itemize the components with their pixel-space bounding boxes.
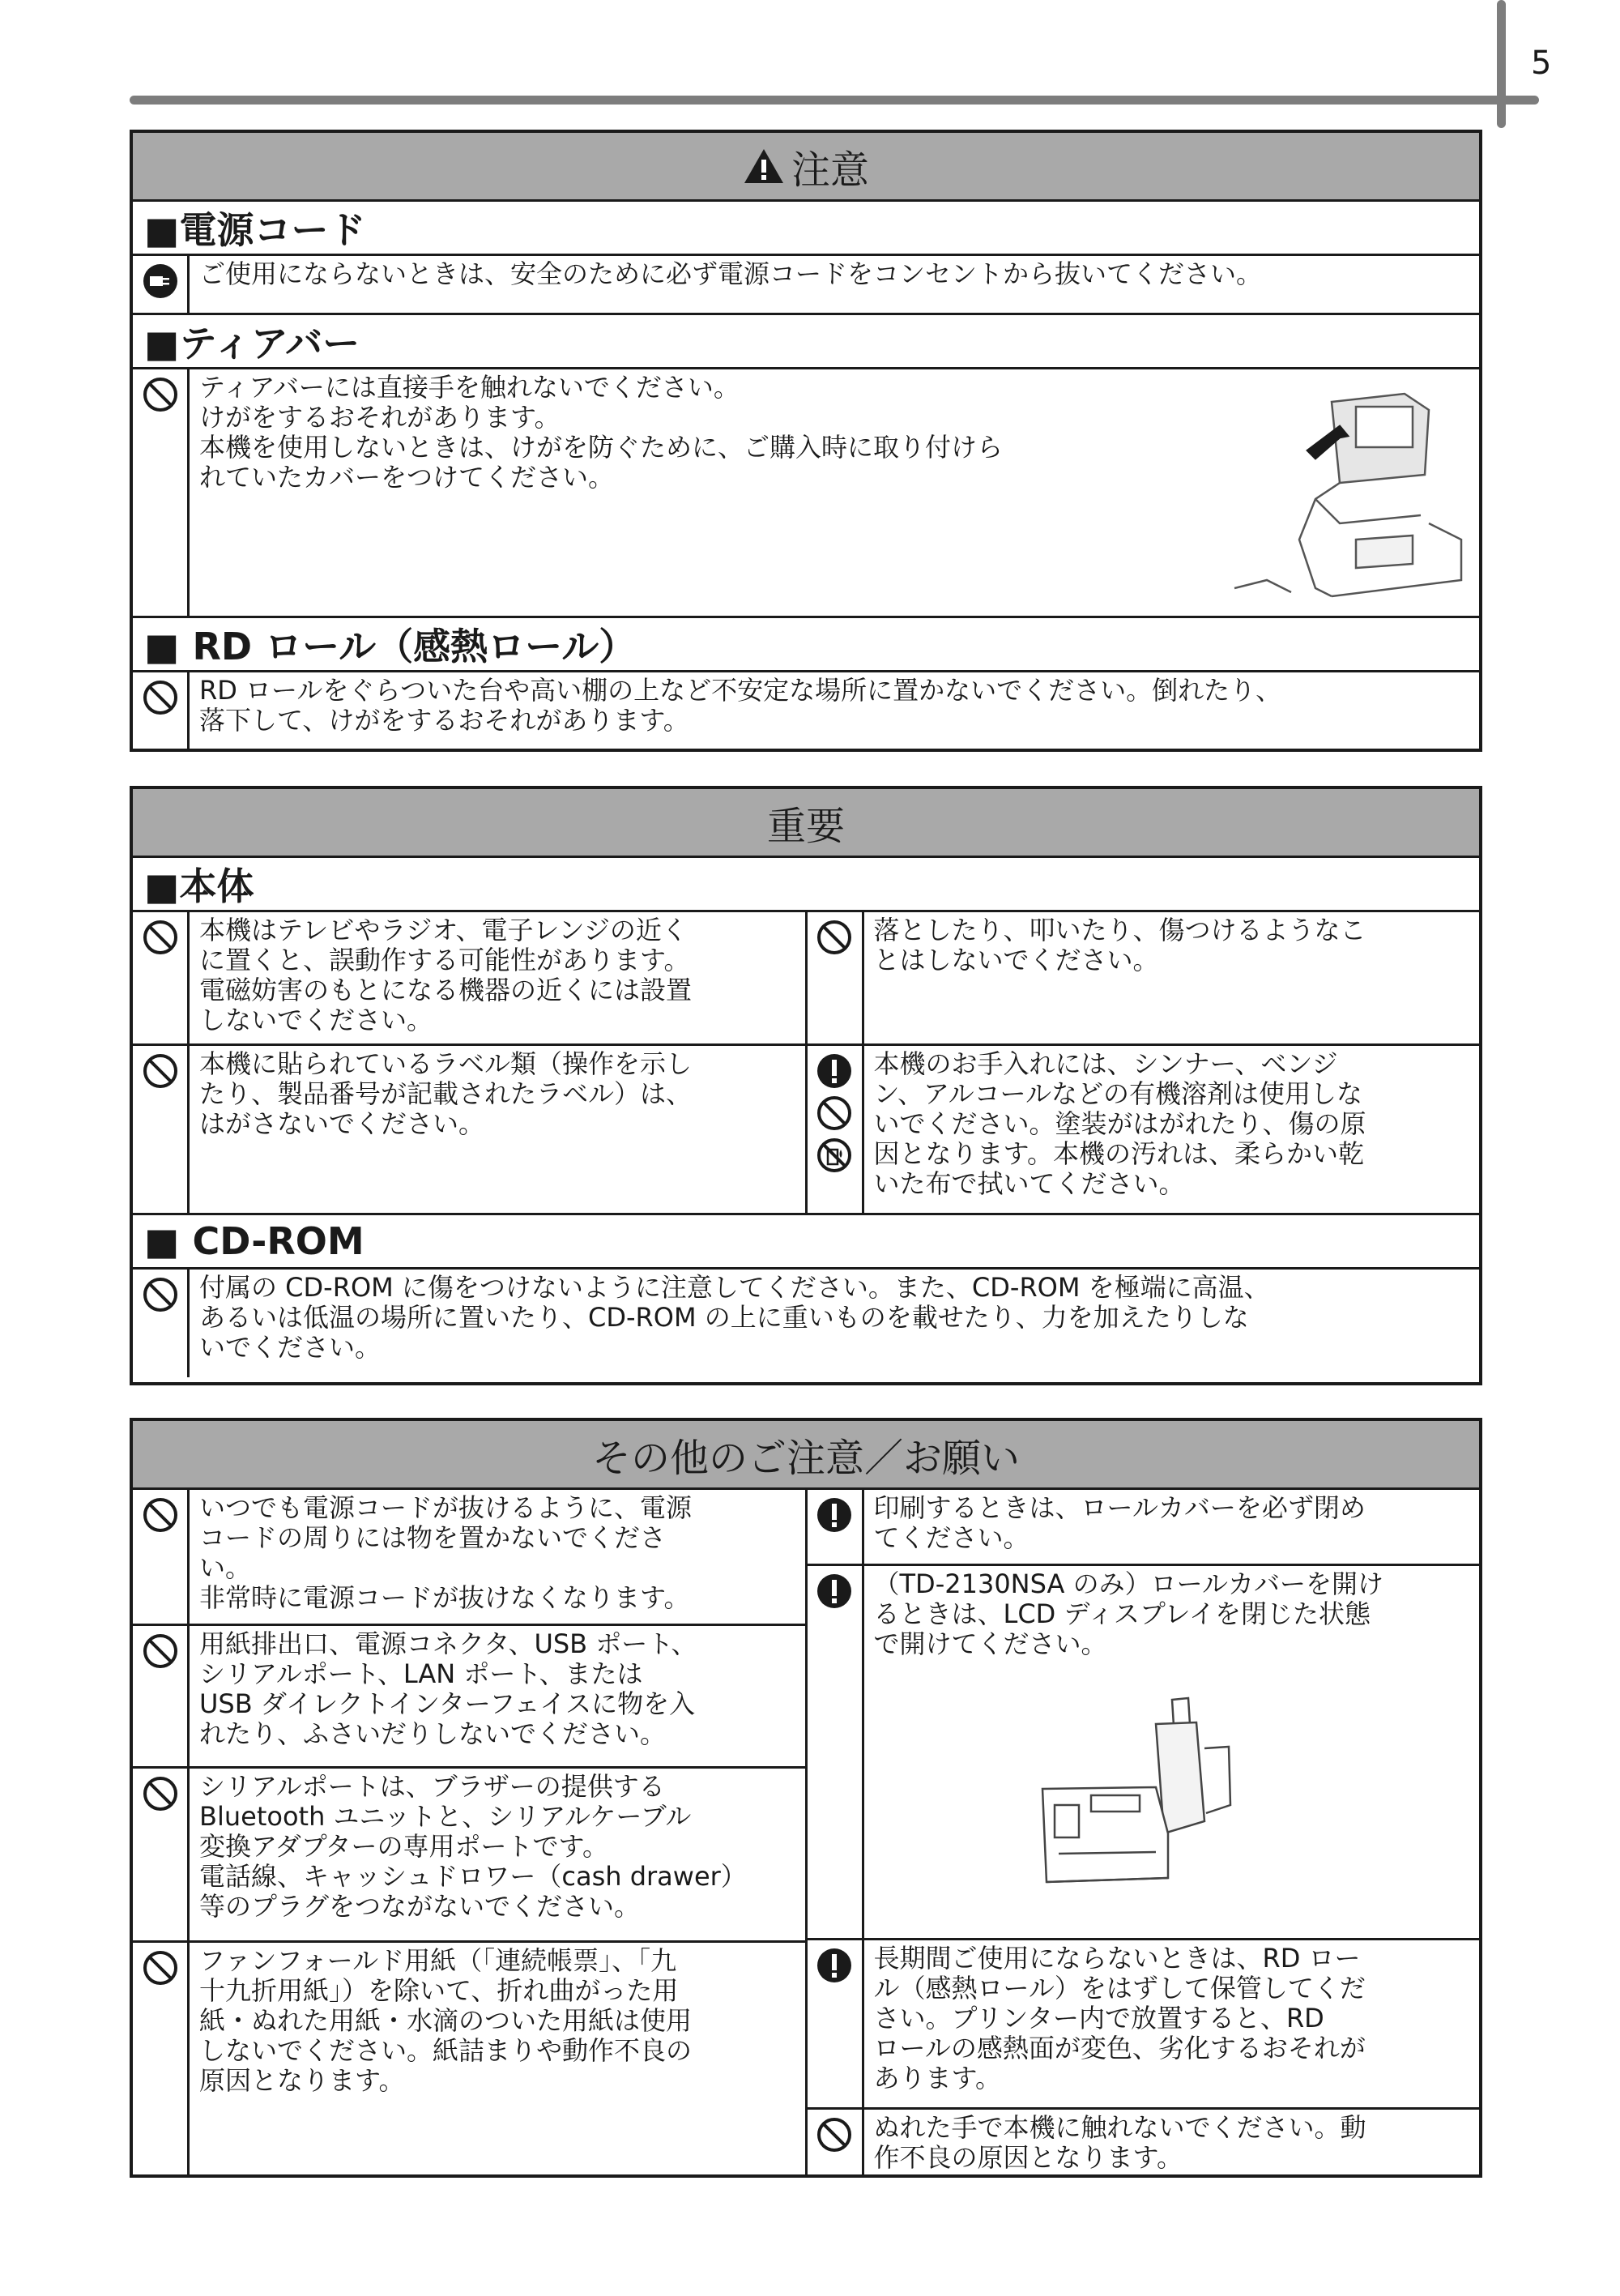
power-cord-text: ご使用にならないときは、安全のために必ず電源コードをコンセントから抜いてください。 <box>199 258 1263 289</box>
prohibited-icon <box>816 919 853 956</box>
body-item-text: 落としたり、叩いたり、傷つけるようなこ とはしないでください。 <box>873 915 1366 975</box>
icon-cell <box>808 1046 864 1213</box>
cdrom-item <box>133 1270 1479 1377</box>
mandatory-icon <box>816 1947 853 1984</box>
prohibited-icon <box>816 2116 853 2153</box>
body-heading: ■本体 <box>133 858 1479 912</box>
power-cord-heading: ■電源コード <box>133 202 1479 256</box>
body-item-text: 本機に貼られているラベル類（操作を示し たり、製品番号が記載されたラベル）は、 はがさないでください。 <box>199 1048 693 1139</box>
other-notes-section <box>130 1418 1482 2178</box>
other-left-item: 用紙排出口、電源コネクタ、USB ポート、 シリアルポート、LAN ポート、または USB ダイレクトインターフェイスに物を入 れたり、ふさいだりしないでください。 <box>133 1626 805 1769</box>
icon-cell <box>133 1046 190 1213</box>
prohibited-icon <box>816 1095 853 1132</box>
rd-roll-heading: ■ RD ロール（感熱ロール） <box>133 618 1479 672</box>
other-notes-grid <box>133 1490 1479 2178</box>
tear-bar-item <box>133 369 1479 618</box>
other-left-item: シリアルポートは、ブラザーの提供する Bluetooth ユニットと、シリアルケーブル 変換アダプターの専用ポートです。 電話線、キャッシュドロワー（cash drawer） 等のプラグをつながないでください。 <box>133 1769 805 1943</box>
mandatory-icon <box>816 1496 853 1534</box>
page-number: 5 <box>1531 45 1552 82</box>
icon-cell <box>133 672 190 749</box>
icon-cell <box>133 1270 190 1377</box>
prohibited-icon <box>142 1775 179 1812</box>
other-notes-header <box>133 1421 1479 1490</box>
important-header <box>133 789 1479 858</box>
power-cord-item <box>133 256 1479 315</box>
other-notes-title: その他のご注意／お願い <box>591 1435 1020 1481</box>
header-vertical-rule <box>1497 0 1506 128</box>
unplug-icon <box>142 262 179 300</box>
other-right-column <box>808 1490 1480 2178</box>
caution-section <box>130 130 1482 752</box>
other-right-item: （TD-2130NSA のみ）ロールカバーを開け るときは、LCD ディスプレイを閉じた状態 で開けてください。 <box>808 1566 1480 1940</box>
caution-title: 注意 <box>791 147 869 193</box>
other-left-column <box>133 1490 808 2178</box>
tear-bar-heading: ■ティアバー <box>133 315 1479 369</box>
rd-roll-text: RD ロールをぐらついた台や高い棚の上など不安定な場所に置かないでください。倒れたり、 落下して、けがをするおそれがあります。 <box>199 675 1282 736</box>
cdrom-text: 付属の CD-ROM に傷をつけないように注意してください。また、CD-ROM を極端に高温、 あるいは低温の場所に置いたり、CD-ROM の上に重いものを載せたり、力を加えたりしな いでください。 <box>199 1272 1270 1363</box>
caution-header <box>133 133 1479 202</box>
body-item-text: 本機はテレビやラジオ、電子レンジの近く に置くと、誤動作する可能性があります。 電磁妨害のもとになる機器の近くには設置 しないでください。 <box>199 915 693 1035</box>
no-solvent-icon <box>816 1137 853 1174</box>
header-rule <box>130 96 1539 105</box>
prohibited-icon <box>142 1496 179 1534</box>
body-row-1 <box>133 912 1479 1046</box>
mandatory-icon <box>816 1573 853 1610</box>
printer-cover-open-illustration <box>1034 1692 1253 1906</box>
tear-bar-text: ティアバーには直接手を触れないでください。 けがをするおそれがあります。 本機を使用しないときは、けがを防ぐために、ご購入時に取り付けら れていたカバーをつけてください。 <box>199 372 1004 493</box>
important-section <box>130 786 1482 1385</box>
body-item-text: 本機のお手入れには、シンナー、ベンジ ン、アルコールなどの有機溶剤は使用しな いでください。塗装がはがれたり、傷の原 因となります。本機の汚れは、柔らかい乾 いた布で拭いてください。 <box>873 1048 1366 1199</box>
prohibited-icon <box>142 1632 179 1670</box>
icon-cell <box>133 369 190 616</box>
printer-tear-bar-illustration <box>1218 378 1477 611</box>
other-left-item: ファンフォールド用紙（「連続帳票」、「九 十九折用紙」）を除いて、折れ曲がった用 紙・ぬれた用紙・水滴のついた用紙は使用 しないでください。紙詰まりや動作不良の 原因となります。 <box>133 1943 805 2178</box>
rd-roll-item <box>133 672 1479 749</box>
icon-cell <box>133 256 190 313</box>
body-row-2 <box>133 1046 1479 1215</box>
warning-triangle-icon <box>743 147 785 185</box>
other-right-item: ぬれた手で本機に触れないでください。動 作不良の原因となります。 <box>808 2110 1480 2178</box>
other-right-item: 長期間ご使用にならないときは、RD ロー ル（感熱ロール）をはずして保管してくだ さい。プリンター内で放置すると、RD ロールの感熱面が変色、劣化するおそれが あります。 <box>808 1940 1480 2110</box>
cdrom-heading: ■ CD-ROM <box>133 1215 1479 1270</box>
other-right-item: 印刷するときは、ロールカバーを必ず閉め てください。 <box>808 1490 1480 1566</box>
icon-cell <box>808 912 864 1043</box>
mandatory-icon <box>816 1052 853 1090</box>
prohibited-icon <box>142 1949 179 1987</box>
important-title: 重要 <box>766 803 845 849</box>
other-left-item: いつでも電源コードが抜けるように、電源 コードの周りには物を置かないでくださ い。 非常時に電源コードが抜けなくなります。 <box>133 1490 805 1626</box>
icon-cell <box>133 912 190 1043</box>
prohibited-icon <box>142 679 179 716</box>
prohibited-icon <box>142 376 179 413</box>
prohibited-icon <box>142 1276 179 1313</box>
prohibited-icon <box>142 919 179 956</box>
prohibited-icon <box>142 1052 179 1090</box>
